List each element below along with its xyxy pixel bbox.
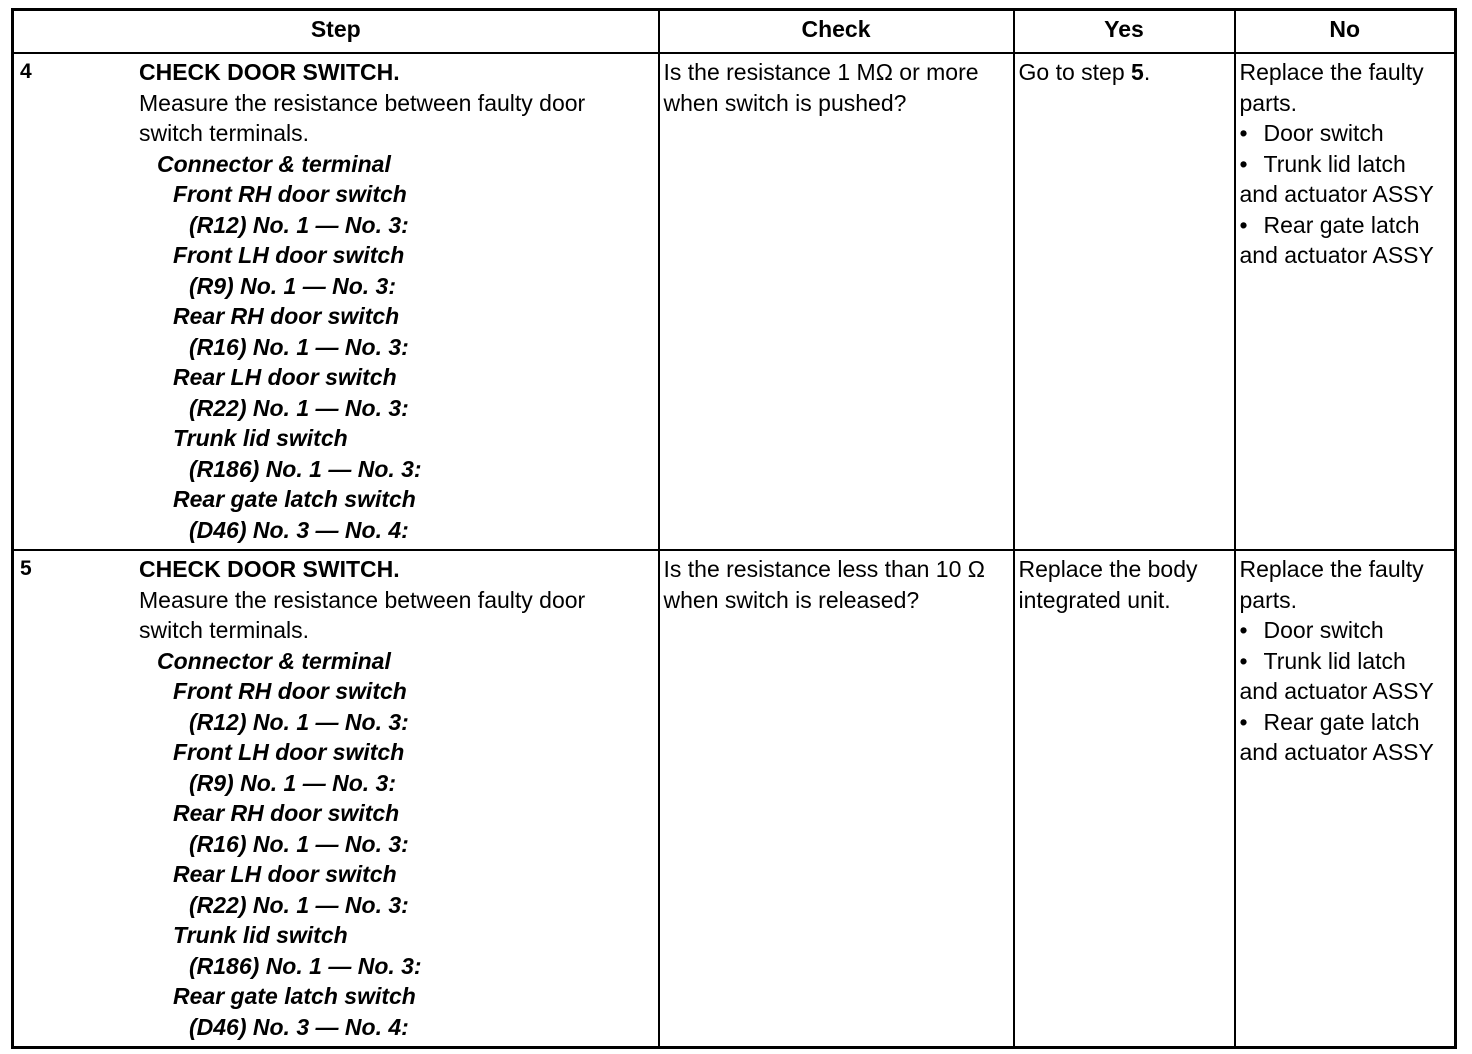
step-number: 4 [20,60,32,83]
bullet-icon: • [1239,617,1248,643]
no-list-item [1240,707,1451,768]
step-body [139,57,654,545]
connector-name: Trunk lid switch [173,922,348,948]
yes-cell [1014,53,1235,550]
connector-name: Rear LH door switch [173,364,397,390]
step-instruction: Measure the resistance between faulty door switch terminals. [139,586,586,643]
no-list-item [1240,210,1451,271]
no-item-text: Trunk lid latch and actuator ASSY [1239,150,1434,207]
connector-pins: (R9) No. 1 — No. 3: [189,769,397,796]
connector-pins: (R12) No. 1 — No. 3: [189,708,409,735]
connector-pins: (R186) No. 1 — No. 3: [189,952,422,979]
bullet-icon: • [1239,708,1248,735]
step-cell [13,550,659,1048]
connector-pins: (R9) No. 1 — No. 3: [189,272,397,299]
connector-name: Rear gate latch switch [173,983,416,1009]
yes-action [1019,57,1230,88]
table-header-row [13,10,1456,54]
no-item-text: Door switch [1263,120,1384,146]
table-row [13,550,1456,1048]
connector-name: Rear RH door switch [173,303,400,329]
connector-name: Rear gate latch switch [173,486,416,512]
no-intro: Replace the faulty parts. [1239,59,1424,116]
step-cell [13,53,659,550]
no-item-text: Trunk lid latch and actuator ASSY [1239,647,1434,704]
connector-heading: Connector & terminal [157,150,391,177]
no-list-item [1240,646,1451,707]
column-header-yes: Yes [1014,10,1235,54]
connector-name: Rear RH door switch [173,800,400,826]
bullet-icon: • [1239,647,1248,674]
connector-pins: (R22) No. 1 — No. 3: [189,891,409,918]
table-row [13,53,1456,550]
connector-pins: (R12) No. 1 — No. 3: [189,211,409,238]
no-item-text: Door switch [1263,617,1384,643]
connector-name: Front LH door switch [173,739,405,765]
column-header-no: No [1235,10,1456,54]
bullet-icon: • [1239,120,1248,146]
step-instruction: Measure the resistance between faulty door switch terminals. [139,89,586,146]
connector-pins: (D46) No. 3 — No. 4: [189,1013,409,1040]
step-title: CHECK DOOR SWITCH. [139,59,400,85]
connector-pins: (R16) No. 1 — No. 3: [189,830,409,857]
connector-name: Trunk lid switch [173,425,348,451]
bullet-icon: • [1239,150,1248,177]
check-cell [659,53,1014,550]
no-cell [1235,53,1456,550]
yes-prefix: Go to step [1018,59,1132,85]
no-item-text: Rear gate latch and actuator ASSY [1239,211,1434,268]
connector-pins: (R186) No. 1 — No. 3: [189,455,422,482]
connector-name: Front RH door switch [173,678,407,704]
step-number: 5 [20,557,32,580]
no-list-item [1240,615,1451,646]
step-title: CHECK DOOR SWITCH. [139,556,400,582]
diagnostic-table [11,8,1457,1049]
connector-pins: (R16) No. 1 — No. 3: [189,333,409,360]
no-list-item [1240,149,1451,210]
no-item-text: Rear gate latch and actuator ASSY [1239,708,1434,765]
yes-cell [1014,550,1235,1048]
yes-step-link: 5 [1131,59,1144,85]
check-question: Is the resistance 1 MΩ or more when switch is pushed? [663,59,979,116]
yes-action: Replace the body integrated unit. [1018,556,1198,613]
connector-pins: (R22) No. 1 — No. 3: [189,394,409,421]
connector-heading: Connector & terminal [157,647,391,674]
step-body [139,554,654,1042]
yes-suffix: . [1143,59,1151,85]
column-header-check: Check [659,10,1014,54]
bullet-icon: • [1239,211,1248,238]
connector-name: Front LH door switch [173,242,405,268]
check-cell [659,550,1014,1048]
check-question: Is the resistance less than 10 Ω when switch is released? [663,556,985,613]
no-intro: Replace the faulty parts. [1239,556,1424,613]
connector-name: Front RH door switch [173,181,407,207]
column-header-step: Step [13,10,659,54]
no-cell [1235,550,1456,1048]
connector-pins: (D46) No. 3 — No. 4: [189,516,409,543]
no-list-item [1240,118,1451,149]
connector-name: Rear LH door switch [173,861,397,887]
